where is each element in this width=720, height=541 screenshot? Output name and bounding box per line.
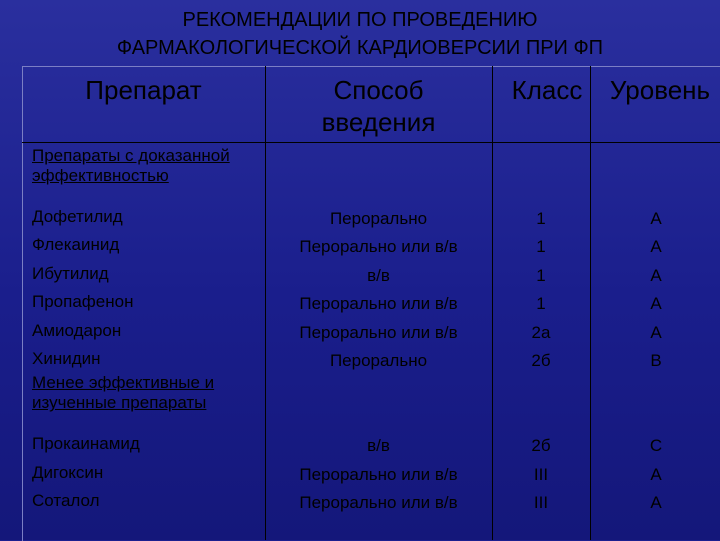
drug-name: Пропафенон bbox=[32, 292, 134, 312]
class-cell: III bbox=[533, 493, 549, 513]
level-cell: B bbox=[650, 351, 662, 370]
route-cell: Перорально или в/в bbox=[299, 464, 458, 484]
level-cell: C bbox=[649, 436, 663, 456]
route-cell: Перорально или в/в bbox=[299, 493, 458, 513]
group-label: Менее эффективные и изученные препараты bbox=[32, 373, 215, 413]
route-cell: в/в bbox=[367, 436, 390, 456]
class-cell: III bbox=[533, 464, 549, 484]
drug-name: Флекаинид bbox=[32, 235, 120, 255]
column-divider bbox=[590, 66, 591, 540]
title-line-1: РЕКОМЕНДАЦИИ ПО ПРОВЕДЕНИЮ bbox=[182, 9, 538, 31]
drug-name: Дофетилид bbox=[32, 207, 123, 226]
route-cell: Перорально или в/в bbox=[299, 322, 458, 342]
route-cell: Перорально или в/в bbox=[299, 237, 458, 257]
drug-name: Прокаинамид bbox=[32, 434, 140, 454]
drug-name: Дигоксин bbox=[32, 462, 104, 482]
drug-column bbox=[32, 146, 264, 516]
drug-name: Ибутилид bbox=[32, 263, 109, 283]
level-cell: A bbox=[650, 294, 662, 314]
level-cell: A bbox=[650, 493, 662, 513]
header-route bbox=[265, 74, 492, 138]
drug-name: Соталол bbox=[32, 491, 100, 511]
header-class: Класс bbox=[511, 75, 583, 105]
title-line-2: ФАРМАКОЛОГИЧЕСКОЙ КАРДИОВЕРСИИ ПРИ ФП bbox=[116, 37, 604, 59]
header-route-line-2: введения bbox=[321, 107, 436, 137]
level-cell: A bbox=[650, 464, 662, 484]
class-cell: 1 bbox=[536, 265, 546, 285]
level-cell: A bbox=[650, 322, 662, 342]
header-level: Уровень bbox=[609, 75, 711, 105]
route-cell: Перорально bbox=[329, 209, 428, 228]
level-cell: A bbox=[650, 265, 662, 285]
class-cell: 2б bbox=[531, 436, 551, 456]
class-cell: 1 bbox=[536, 237, 546, 257]
header-route-line-1: Способ bbox=[333, 75, 424, 105]
class-cell: 1 bbox=[536, 294, 546, 314]
class-cell: 1 bbox=[536, 209, 546, 228]
header-drug: Препарат bbox=[85, 75, 202, 105]
level-cell: A bbox=[650, 209, 662, 228]
class-cell: 2a bbox=[531, 322, 551, 342]
route-cell: Перорально или в/в bbox=[299, 294, 458, 314]
level-cell: A bbox=[650, 237, 662, 257]
route-cell: в/в bbox=[367, 265, 390, 285]
drug-name: Хинидин bbox=[32, 348, 101, 368]
slide-title bbox=[0, 6, 720, 62]
group-label: Препараты с доказанной эффективностью bbox=[32, 146, 230, 185]
route-cell: Перорально bbox=[329, 351, 428, 370]
header-divider bbox=[22, 142, 720, 143]
drug-name: Амиодарон bbox=[32, 320, 122, 340]
class-cell: 2б bbox=[531, 351, 551, 370]
